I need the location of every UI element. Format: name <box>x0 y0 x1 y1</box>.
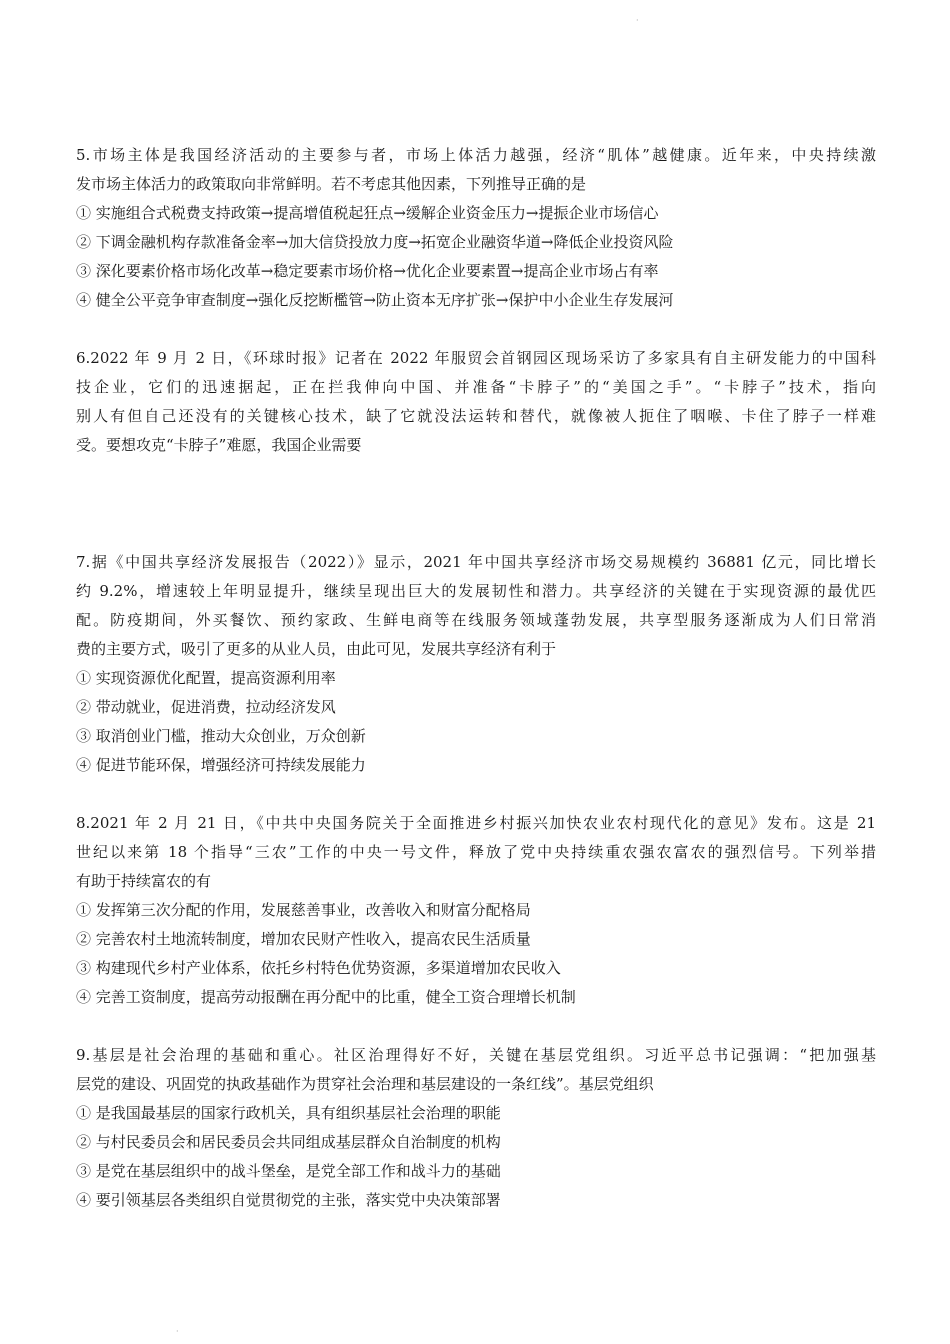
top-mark: · <box>636 16 639 25</box>
q5-item-1: ① 实施组合式税费支持政策→提高增值税起狂点→缓解企业资金压力→提振企业市场信心 <box>76 204 659 222</box>
q5-stem-line: 发市场主体活力的政策取向非常鲜明。若不考虑其他因素，下列推导正确的是 <box>76 175 587 193</box>
q5-item-4: ④ 健全公平竞争审查制度→强化反挖断檻管→防止资本无序扩张→保护中小企业生存发展河 <box>76 291 674 309</box>
q8-stem-line: 世纪以来第 18 个指导“三农”工作的中央一号文件，释放了党中央持续重农强农富农的强烈信号。下列举措 <box>76 843 876 861</box>
q8-stem-line: 有助于持续富农的有 <box>76 872 212 890</box>
q7-item-3: ③ 取消创业门槛，推动大众创业，万众创新 <box>76 727 366 745</box>
q7-stem-line: 费的主要方式，吸引了更多的从业人员，由此可见，发展共享经济有利于 <box>76 640 557 658</box>
q6-stem-line: 6.2022 年 9 月 2 日，《环球时报》记者在 2022 年服贸会首钢园区现场采访了多家具有自主研发能力的中国科 <box>76 349 876 367</box>
q5-stem-line: 5.市场主体是我国经济活动的主要参与者，市场上体活力越强，经济“肌体”越健康。近年来，中央持续激 <box>76 146 876 164</box>
q9-stem-line: 层党的建设、巩固党的执政基础作为贯穿社会治理和基层建设的一条红线”。基层党组织 <box>76 1075 654 1093</box>
q6-stem-line: 别人有但自己还没有的关键核心技术，缺了它就没法运转和替代，就像被人扼住了咽喉、卡住了脖子一样难 <box>76 407 876 425</box>
q7-stem-line: 配。防疫期间，外买餐饮、预约家政、生鲜电商等在线服务领域蓬勃发展，共享型服务逐渐成为人们日常消 <box>76 611 876 629</box>
q9-item-2: ② 与村民委员会和居民委员会共同组成基层群众自治制度的机构 <box>76 1133 501 1151</box>
q9-item-4: ④ 要引领基层各类组织自觉贯彻党的主张，落实党中央决策部署 <box>76 1191 501 1209</box>
q7-stem-line: 7.据《中国共享经济发展报告（2022）》显示，2021 年中国共享经济市场交易规模约 36881 亿元，同比增长 <box>76 553 876 571</box>
q8-item-2: ② 完善农村土地流转制度，增加农民财产性收入，提高农民生活质量 <box>76 930 531 948</box>
q9-stem-line: 9.基层是社会治理的基础和重心。社区治理得好不好，关键在基层党组织。习近平总书记强调：“把加强基 <box>76 1046 876 1064</box>
q9-item-3: ③ 是党在基层组织中的战斗堡垒，是党全部工作和战斗力的基础 <box>76 1162 501 1180</box>
q6-stem-line: 受。要想攻克“卡脖子”难愿，我国企业需要 <box>76 436 362 454</box>
q7-item-4: ④ 促进节能环保，增强经济可持续发展能力 <box>76 756 366 774</box>
q8-item-1: ① 发挥第三次分配的作用，发展慈善事业，改善收入和财富分配格局 <box>76 901 531 919</box>
q5-item-2: ② 下调金融机构存款准备金率→加大信贷投放力度→拓宽企业融资华道→降低企业投资风险 <box>76 233 674 251</box>
q7-item-1: ① 实现资源优化配置，提高资源利用率 <box>76 669 336 687</box>
q7-item-2: ② 带动就业，促进消费，拉动经济发风 <box>76 698 336 716</box>
q9-item-1: ① 是我国最基层的国家行政机关，具有组织基层社会治理的职能 <box>76 1104 501 1122</box>
q8-item-3: ③ 构建现代乡村产业体系，依托乡村特色优势资源，多渠道增加农民收入 <box>76 959 561 977</box>
q8-stem-line: 8.2021 年 2 月 21 日，《中共中央国务院关于全面推进乡村振兴加快农业农村现代化的意见》发布。这是 21 <box>76 814 876 832</box>
q7-stem-line: 约 9.2%，增速较上年明显提升，继续呈现出巨大的发展韧性和潜力。共享经济的关键在于实现资源的最优匹 <box>76 582 876 600</box>
q6-stem-line: 技企业，它们的迅速据起，正在拦我伸向中国、并准备“卡脖子”的“美国之手”。“卡脖子”技术，指向 <box>76 378 876 396</box>
bottom-mark: · <box>176 1327 179 1336</box>
q5-item-3: ③ 深化要素价格市场化改革→稳定要素市场价格→优化企业要素置→提高企业市场占有率 <box>76 262 659 280</box>
q8-item-4: ④ 完善工资制度，提高劳动报酬在再分配中的比重，健全工资合理增长机制 <box>76 988 576 1006</box>
